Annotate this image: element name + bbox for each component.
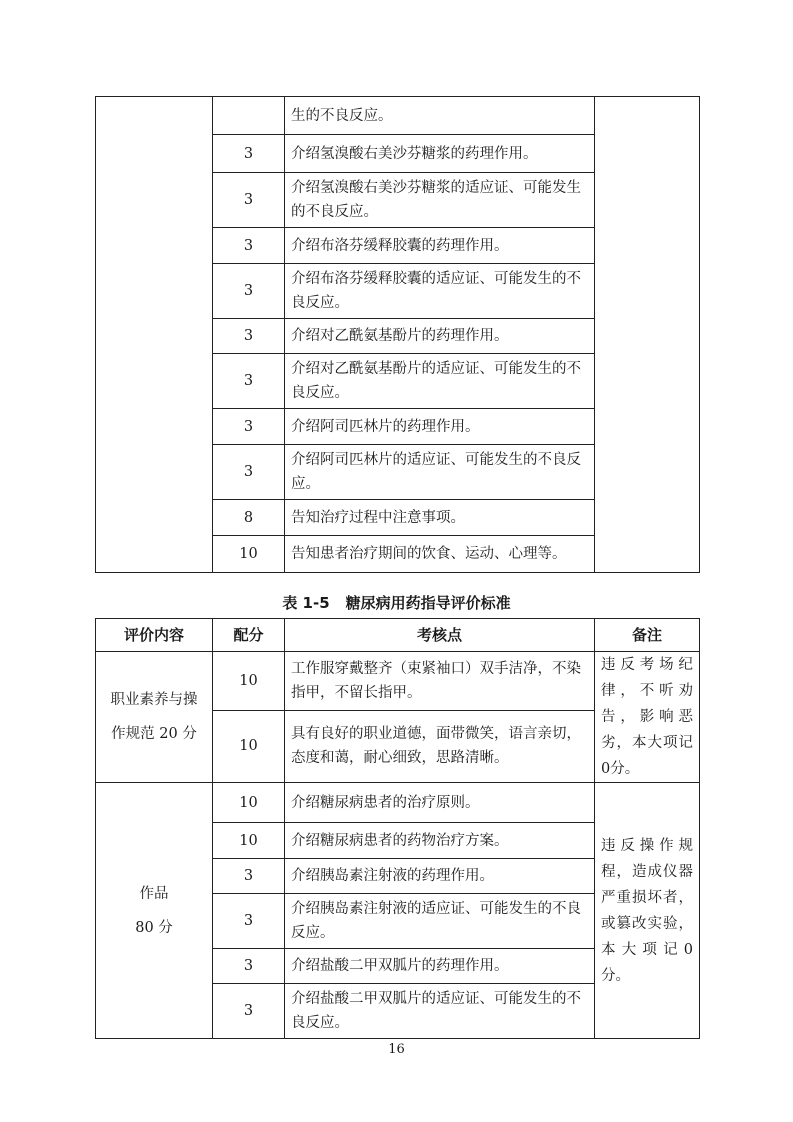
category-line: 作品 [139, 885, 169, 902]
page-number: 16 [388, 1042, 405, 1057]
score-cell: 3 [213, 894, 285, 949]
criterion-cell: 介绍胰岛素注射液的药理作用。 [285, 859, 595, 894]
score-cell: 3 [213, 354, 285, 409]
score-cell: 3 [213, 173, 285, 228]
note-cell-empty [595, 97, 700, 573]
score-cell: 10 [213, 652, 285, 711]
header-content: 评价内容 [96, 619, 213, 652]
score-cell: 10 [213, 710, 285, 782]
note-cell: 违反操作规程，造成仪器严重损坏者，或篡改实验，本大项记0分。 [595, 783, 700, 1039]
evaluation-table [95, 618, 700, 1039]
criterion-cell: 告知治疗过程中注意事项。 [285, 500, 595, 536]
score-cell: 10 [213, 783, 285, 823]
category-work [96, 783, 213, 1039]
score-cell: 3 [213, 445, 285, 500]
score-cell: 3 [213, 409, 285, 445]
score-cell: 10 [213, 536, 285, 573]
score-cell: 3 [213, 949, 285, 984]
criterion-cell: 介绍盐酸二甲双胍片的适应证、可能发生的不良反应。 [285, 984, 595, 1039]
category-cell-empty [96, 97, 213, 573]
criterion-cell: 工作服穿戴整齐（束紧袖口）双手洁净，不染指甲，不留长指甲。 [285, 652, 595, 711]
criterion-cell: 介绍氢溴酸右美沙芬糖浆的药理作用。 [285, 135, 595, 173]
header-score: 配分 [213, 619, 285, 652]
criterion-cell: 介绍阿司匹林片的适应证、可能发生的不良反应。 [285, 445, 595, 500]
score-cell [213, 97, 285, 135]
criterion-cell: 介绍胰岛素注射液的适应证、可能发生的不良反应。 [285, 894, 595, 949]
score-cell: 8 [213, 500, 285, 536]
score-cell: 3 [213, 859, 285, 894]
header-notes: 备注 [595, 619, 700, 652]
criterion-cell: 生的不良反应。 [285, 97, 595, 135]
criterion-cell: 介绍布洛芬缓释胶囊的药理作用。 [285, 228, 595, 264]
criterion-cell: 介绍对乙酰氨基酚片的药理作用。 [285, 319, 595, 354]
table-number: 表 1-5 [282, 594, 330, 612]
criterion-cell: 介绍氢溴酸右美沙芬糖浆的适应证、可能发生的不良反应。 [285, 173, 595, 228]
category-line: 职业素养与操 [110, 692, 198, 708]
criterion-cell: 告知患者治疗期间的饮食、运动、心理等。 [285, 536, 595, 573]
continued-table [95, 96, 700, 573]
table-caption [0, 592, 793, 613]
score-cell: 3 [213, 135, 285, 173]
note-cell: 违反考场纪律，不听劝告，影响恶劣，本大项记0分。 [595, 652, 700, 783]
score-cell: 10 [213, 823, 285, 859]
criterion-cell: 具有良好的职业道德，面带微笑，语言亲切，态度和蔼，耐心细致，思路清晰。 [285, 710, 595, 782]
criterion-cell: 介绍糖尿病患者的治疗原则。 [285, 783, 595, 823]
table-title: 糖尿病用药指导评价标准 [345, 594, 511, 612]
category-line: 80 分 [135, 919, 173, 936]
category-line: 作规范 20 分 [111, 726, 197, 742]
criterion-cell: 介绍阿司匹林片的药理作用。 [285, 409, 595, 445]
score-cell: 3 [213, 264, 285, 319]
criterion-cell: 介绍对乙酰氨基酚片的适应证、可能发生的不良反应。 [285, 354, 595, 409]
criterion-cell: 介绍布洛芬缓释胶囊的适应证、可能发生的不良反应。 [285, 264, 595, 319]
score-cell: 3 [213, 319, 285, 354]
header-criteria: 考核点 [285, 619, 595, 652]
criterion-cell: 介绍盐酸二甲双胍片的药理作用。 [285, 949, 595, 984]
criterion-cell: 介绍糖尿病患者的药物治疗方案。 [285, 823, 595, 859]
category-professionalism [96, 652, 213, 783]
score-cell: 3 [213, 228, 285, 264]
score-cell: 3 [213, 984, 285, 1039]
